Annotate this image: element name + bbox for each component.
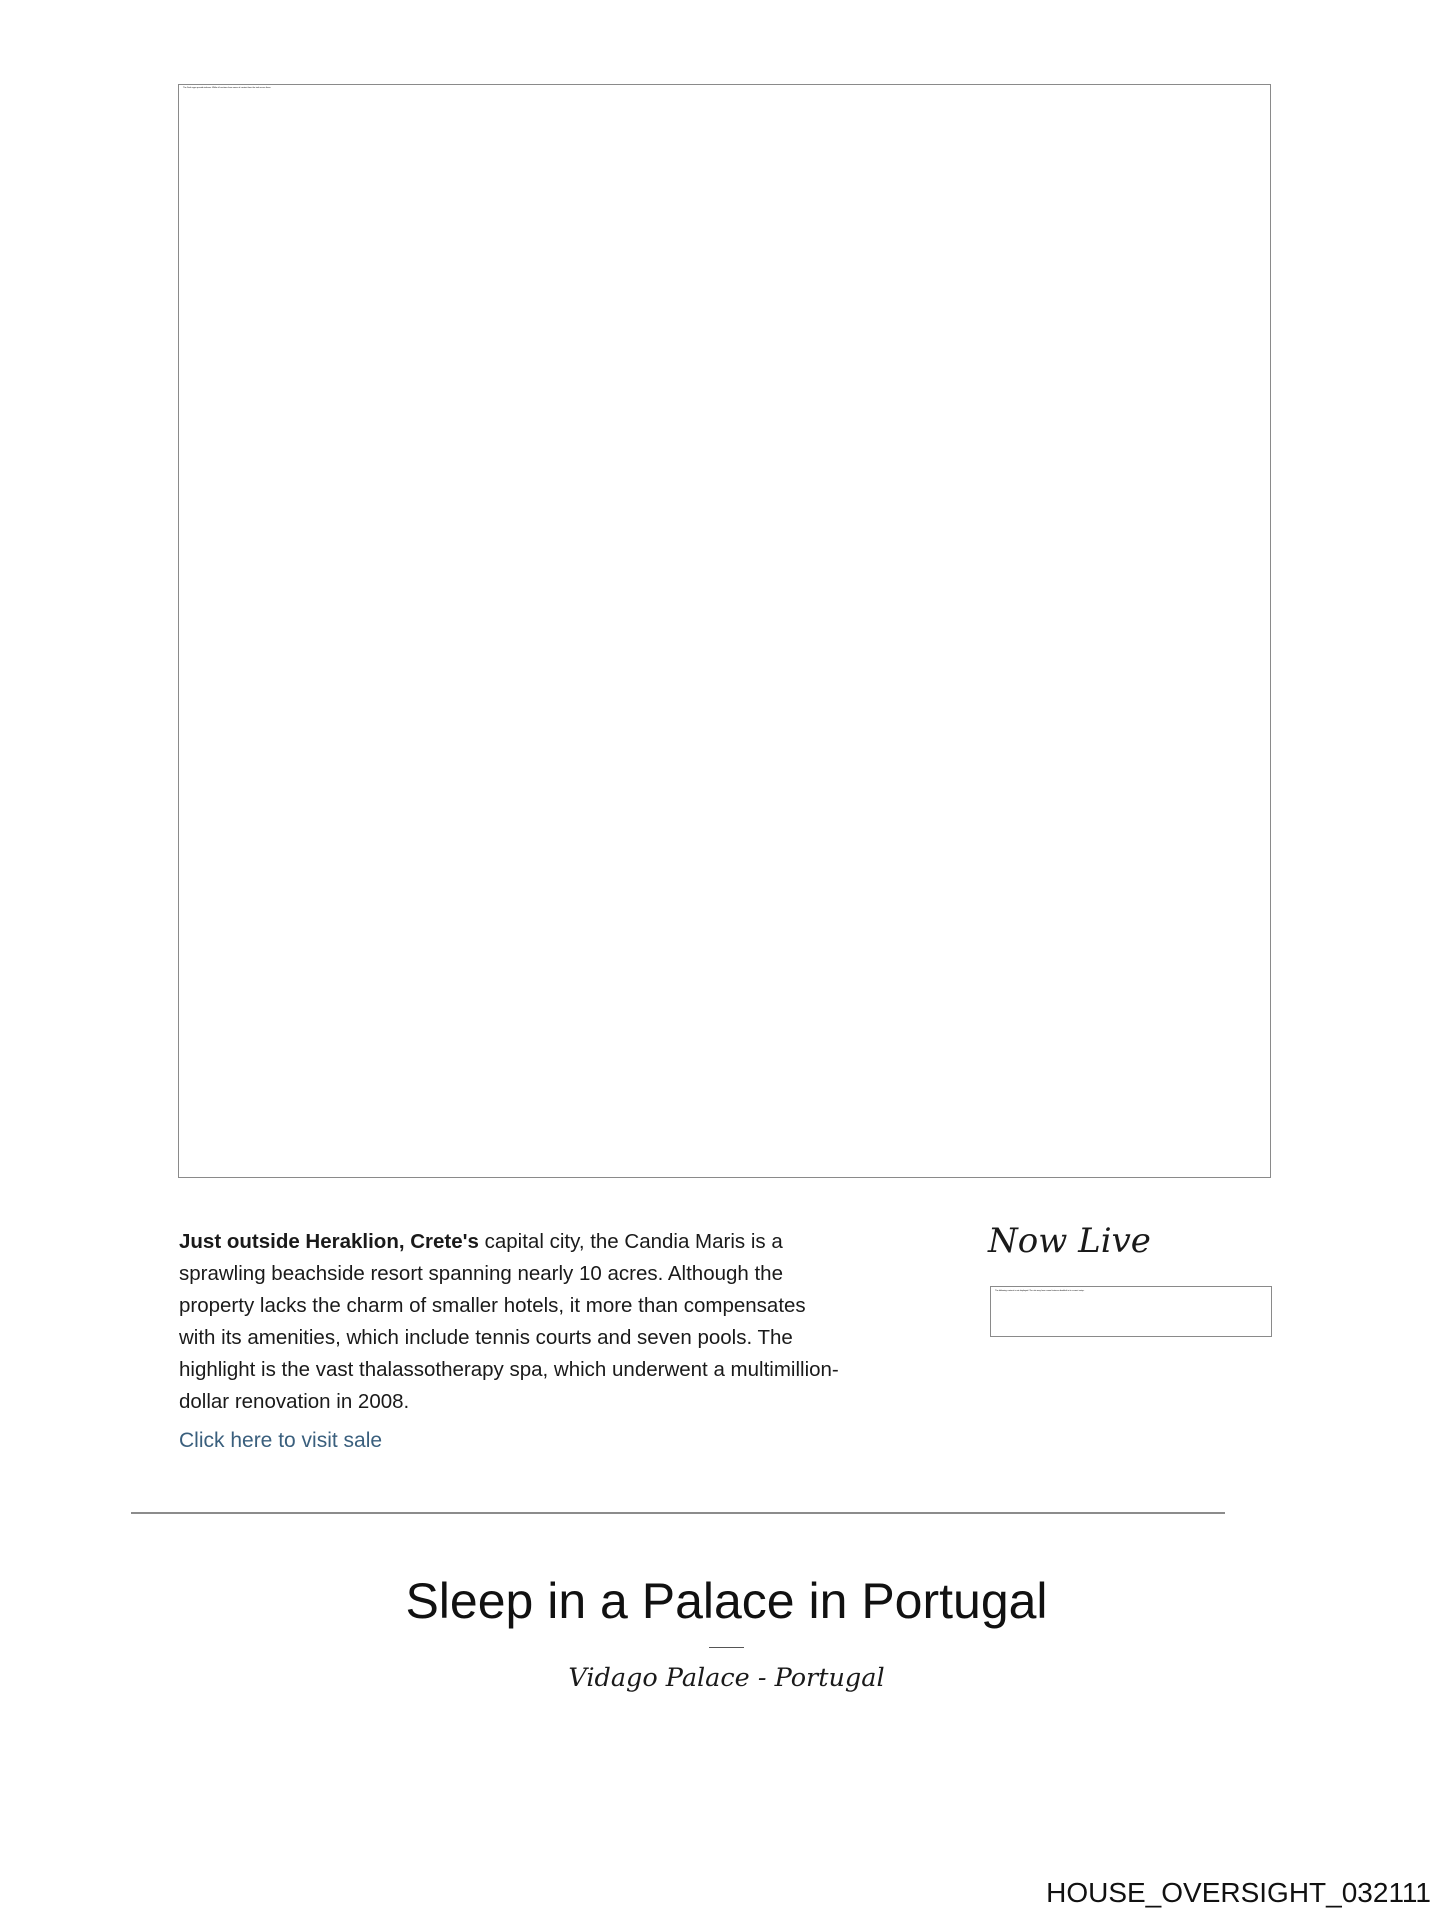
now-live-widget-placeholder <box>990 1286 1272 1337</box>
intro-body-text: capital city, the Candia Maris is a sprawling beachside resort spanning nearly 10 acres. Although the property lacks the charm of smaller hotels, it more than compensates with its amenities, which include tennis courts and seven pools. The highlight is the vast thalassotherapy spa, which underwent a multimillion-dollar renovation in 2008. <box>179 1230 839 1413</box>
now-live-heading: Now Live <box>988 1221 1151 1261</box>
visit-sale-link[interactable]: Click here to visit sale <box>179 1429 383 1452</box>
bates-number: HOUSE_OVERSIGHT_032111 <box>1046 1877 1431 1908</box>
section-title: Sleep in a Palace in Portugal <box>405 1573 1048 1629</box>
section-divider <box>131 1512 1225 1514</box>
hero-image-caption: The Desk apps provide indexes. While all sections have some of content from the tool across them. <box>183 87 271 89</box>
intro-lead-text: Just outside Heraklion, Crete's <box>179 1230 479 1253</box>
title-rule <box>709 1647 744 1648</box>
section-subtitle: Vidago Palace - Portugal <box>568 1663 885 1693</box>
now-live-caption: The following content is not displayed. The site may have some features disabled in its current setup. <box>995 1290 1085 1292</box>
hero-image-placeholder <box>178 84 1271 1178</box>
intro-paragraph <box>179 1226 839 1418</box>
